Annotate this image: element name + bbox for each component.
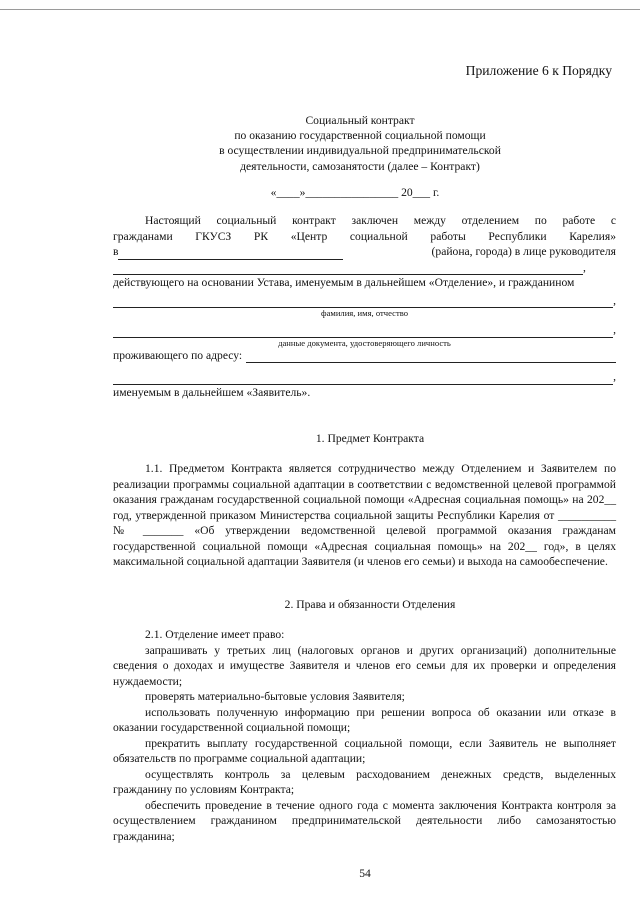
appendix-label: Приложение 6 к Порядку [465, 63, 612, 78]
intro-line-3-suffix: (района, города) в лице руководителя [431, 245, 616, 258]
section-1-text [113, 461, 616, 570]
intro-line-5: действующего на основании Устава, именуемым в дальнейшем «Отделение», и гражданином [113, 276, 575, 289]
address-field-2 [113, 370, 613, 385]
section-2-heading [0, 598, 640, 611]
page-number [0, 867, 640, 880]
right-item-4: прекратить выплату государственной социальной помощи, если Заявитель не выполняет обязательств по программе социальной адаптации; [113, 736, 616, 765]
named-applicant: именуемым в дальнейшем «Заявитель». [113, 385, 311, 399]
title-line-4: деятельности, самозанятости (далее – Контракт) [240, 159, 480, 173]
right-item-3: использовать полученную информацию при решении вопроса об оказании или отказе в оказании государственной социальной помощи; [113, 705, 616, 734]
intro-line-2: гражданами ГКУСЗ РК «Центр социальной работы Республики Карелия» [113, 229, 616, 243]
document-field [113, 323, 613, 338]
right-item-5: осуществлять контроль за целевым расходованием денежных средств, выделенных гражданину по условиям Контракта; [113, 767, 616, 796]
right-item-6: обеспечить проведение в течение одного года с момента заключения Контракта контроля за осуществлением гражданином предпринимательской деятельности либо самозанятостью гражданина; [113, 798, 616, 843]
title-line-2: по оказанию государственной социальной помощи [234, 129, 486, 143]
intro-line-1: Настоящий социальный контракт заключен между отделением по работе с [145, 214, 616, 227]
section-2-text [113, 627, 616, 844]
fio-line: , [113, 293, 616, 309]
manager-field [113, 260, 583, 275]
intro-line-3-prefix: в [113, 245, 119, 258]
address-field [246, 348, 616, 363]
manager-line: , [113, 260, 616, 276]
section-2-sub: 2.1. Отделение имеет право: [145, 628, 285, 641]
intro-line-3 [113, 244, 616, 260]
address-label: проживающего по адресу: [113, 348, 243, 362]
fio-field [113, 293, 613, 308]
doc-line: , [113, 322, 616, 338]
address-line [113, 348, 616, 364]
section-1-heading-text: 1. Предмет Контракта [315, 432, 425, 445]
doc-caption: данные документа, удостоверяющего личность [278, 337, 451, 348]
right-item-1: запрашивать у третьих лиц (налоговых органов и других организаций) дополнительные сведения о доходах и имуществе Заявителя и членов его семьи для их проверки и определения нуждаемости; [113, 643, 616, 688]
section-1-paragraph: 1.1. Предметом Контракта является сотрудничество между Отделением и Заявителем по реализации программы социальной адаптации в соответствии с ведомственной целевой программой оказания гражданам государственной социальной помощи «Адресная социальная помощь» на 202__ год, утвержденной приказом Министерства социальной защиты Республики Карелия от __________ № _______ «Об утверждении ведомственной целевой программой оказания гражданам государственной социальной помощи «Адресная социальная помощь» на 202__ год», в целях максимальной социальной адаптации Заявителя (и членов его семьи) и выхода на самообеспечение. [113, 462, 616, 568]
section-2-heading-text: 2. Права и обязанности Отделения [284, 598, 456, 611]
date-line [0, 186, 640, 199]
fio-caption: фамилия, имя, отчество [321, 308, 408, 318]
intro-paragraph [113, 213, 616, 400]
page-number-text: 54 [359, 867, 371, 880]
document-title [0, 113, 640, 174]
section-1-heading [0, 432, 640, 445]
title-line-1: Социальный контракт [305, 114, 415, 127]
top-rule [0, 9, 640, 10]
address-line-2: , [113, 369, 616, 385]
date-line-text: «____»________________ 20___ г. [270, 186, 440, 199]
right-item-2: проверять материально-бытовые условия Заявителя; [145, 690, 405, 703]
title-line-3: в осуществлении индивидуальной предпринимательской [219, 144, 501, 158]
